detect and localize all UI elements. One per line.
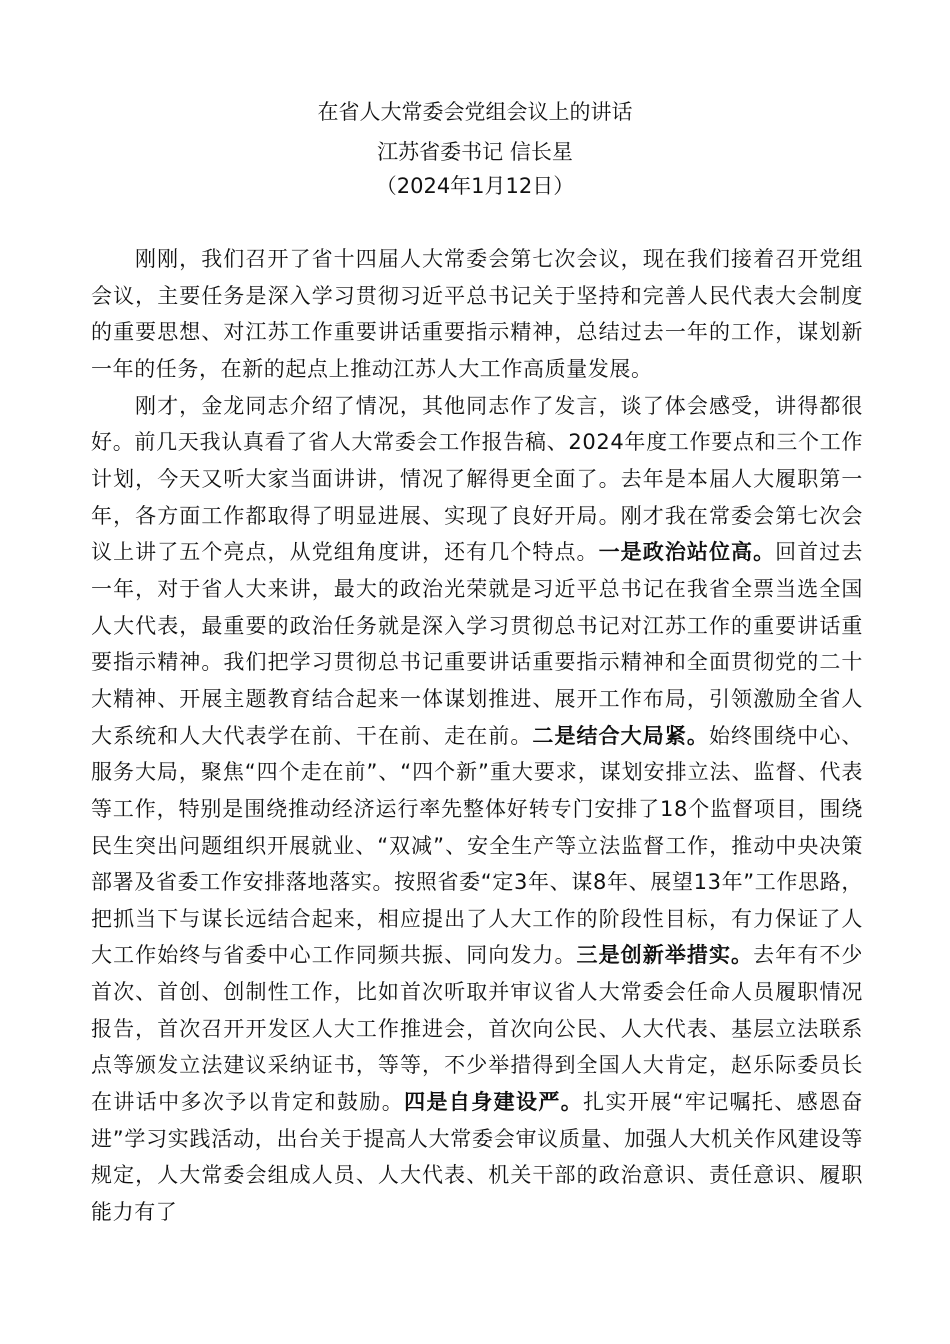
point-heading-3: 三是创新举措实。 (576, 943, 754, 968)
date-line: （2024年1月12日） (375, 174, 575, 198)
paragraph-text: 去年有不少首次、首创、创制性工作，比如首次听取并审议省人大常委会任命人员履职情况报告，首次召开开发区人大工作推进会，首次向公民、人大代表、基层立法联系点等颁发立法建议采纳证书，等等，不少举措得到全国人大肯定，赵乐际委员长在讲话中多次予以肯定和鼓励。 (91, 943, 863, 1115)
author-line: 江苏省委书记 信长星 (377, 140, 573, 164)
paragraph-text: 扎实开展“牢记嘱托、感恩奋进”学习实践活动，出台关于提高人大常委会审议质量、加强人大机关作风建设等规定，人大常委会组成人员、人大代表、机关干部的政治意识、责任意识、履职能力有了 (91, 1090, 863, 1225)
paragraph-text: 刚刚，我们召开了省十四届人大常委会第七次会议，现在我们接着召开党组会议，主要任务是深入学习贯彻习近平总书记关于坚持和完善人民代表大会制度的重要思想、对江苏工作重要讲话重要指示精神，总结过去一年的工作，谋划新一年的任务，在新的起点上推动江苏人大工作高质量发展。 (91, 247, 863, 381)
paragraph-opening (91, 241, 863, 388)
point-heading-4: 四是自身建设严。 (404, 1090, 584, 1115)
point-heading-2: 二是结合大局紧。 (532, 723, 709, 748)
paragraph-text: 回首过去一年，对于省人大来讲，最大的政治光荣就是习近平总书记在我省全票当选全国人大代表，最重要的政治任务就是深入学习贯彻总书记对江苏工作的重要讲话重要指示精神。我们把学习贯彻总书记重要讲话重要指示精神和全面贯彻党的二十大精神、开展主题教育结合起来一体谋划推进、展开工作布局，引领激励全省人大系统和人大代表学在前、干在前、走在前。 (91, 540, 863, 748)
document-title: 在省人大常委会党组会议上的讲话 (317, 100, 633, 124)
paragraph-text: 刚才，金龙同志介绍了情况，其他同志作了发言，谈了体会感受，讲得都很好。前几天我认真看了省人大常委会工作报告稿、2024年度工作要点和三个工作计划，今天又听大家当面讲讲，情况了解得更全面了。去年是本届人大履职第一年，各方面工作都取得了明显进展、实现了良好开局。刚才我在常委会第七次会议上讲了五个亮点，从党组角度讲，还有几个特点。 (91, 393, 863, 565)
paragraph-review (91, 388, 863, 1231)
document-body (91, 241, 863, 1231)
point-heading-1: 一是政治站位高。 (598, 540, 776, 565)
paragraph-text: 始终围绕中心、服务大局，聚焦“四个走在前”、“四个新”重大要求，谋划安排立法、监督、代表等工作，特别是围绕推动经济运行率先整体好转专门安排了18个监督项目，围绕民生突出问题组织开展就业、“双减”、安全生产等立法监督工作，推动中央决策部署及省委工作安排落地落实。按照省委“定3年、谋8年、展望13年”工作思路，把抓当下与谋长远结合起来，相应提出了人大工作的阶段性目标，有力保证了人大工作始终与省委中心工作同频共振、同向发力。 (91, 723, 863, 968)
